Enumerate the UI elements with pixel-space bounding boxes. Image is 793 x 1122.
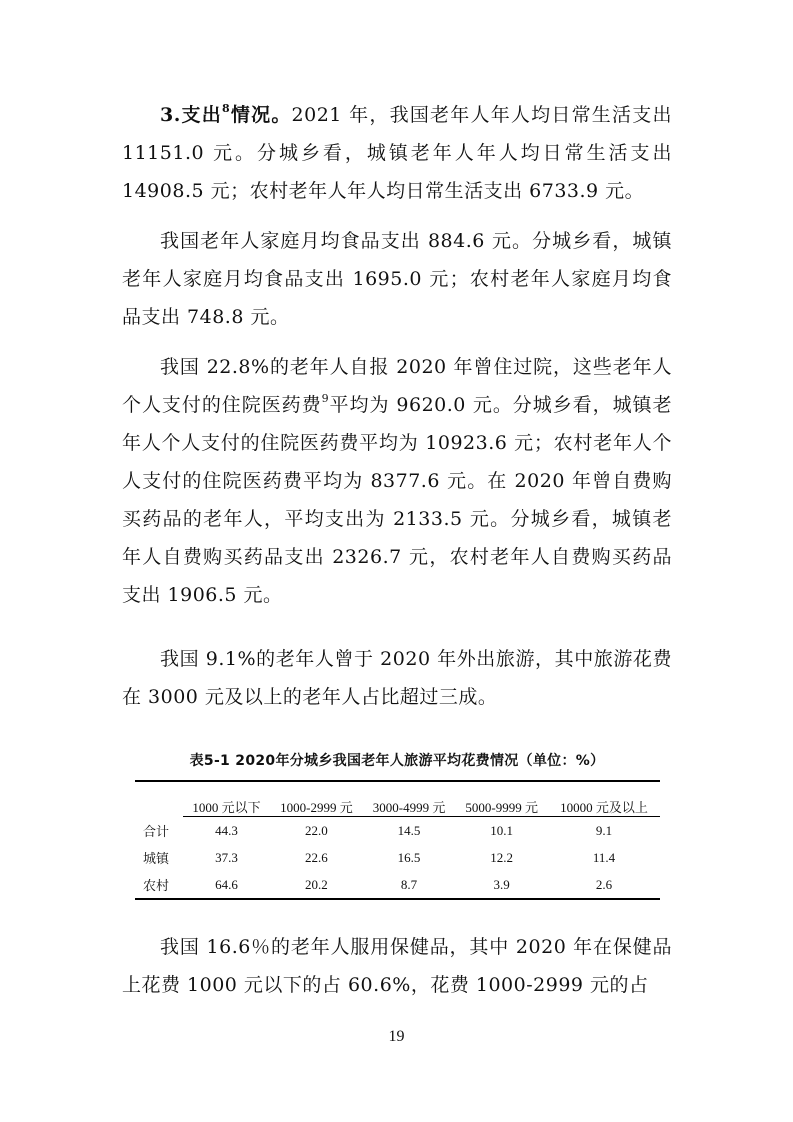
table-cell: 10.1 (490, 822, 514, 838)
table-header-row (135, 781, 660, 817)
section-heading: 3.支出$^8$情况。 (160, 102, 292, 126)
paragraph-expenditure (122, 96, 672, 210)
paragraph-hospital: 我国 22.8%的老年人自报 2020 年曾住过院，这些老年人个人支付的住院医药费$^9$平均为 9620.0 元。分城乡看，城镇老年人个人支付的住院医药费平均为 10923.6 元；农村老年人个人支付的住院医药费平均为 8377.6 元。在 2020 年曾自费购买药品的老年人，平均支出为 2133.5 元。分城乡看，城镇老年人自费购买药品支出 2326.7 元，农村老年人自费购买药品支出 1906.5 元。 (122, 356, 672, 606)
table-cell: 64.6 (215, 876, 238, 892)
table-cell: 11.4 (592, 849, 616, 865)
row-label: 农村 (143, 878, 170, 893)
table-cell: 9.1 (595, 822, 613, 838)
paragraph-travel: 我国 9.1%的老年人曾于 2020 年外出旅游，其中旅游花费在 3000 元及以上的老年人占比超过三成。 (122, 648, 672, 708)
table-cell: 12.2 (490, 849, 514, 865)
table-cell: 44.3 (215, 822, 238, 838)
row-label: 合计 (143, 823, 170, 839)
paragraph-text: 2021 年，我国老年人年人均日常生活支出 11151.0 元。分城乡看，城镇老年人年人均日常生活支出 14908.5 元；农村老年人年人均日常生活支出 6733.9 元。 (122, 104, 672, 202)
footnote-marker-9[interactable]: 9 (321, 392, 330, 405)
travel-expense-table (135, 780, 660, 900)
table-cell: 37.3 (215, 849, 238, 865)
column-header: 5000-9999 元 (455, 781, 548, 817)
column-header: 1000 元以下 (183, 781, 270, 817)
page-number: 19 (388, 1028, 405, 1045)
table-cell: 14.5 (397, 822, 421, 838)
column-header: 10000 元及以上 (548, 781, 660, 817)
table-cell: 2.6 (595, 876, 613, 892)
table-row (135, 871, 660, 899)
column-header: 3000-4999 元 (363, 781, 456, 817)
column-header: 1000-2999 元 (270, 781, 363, 817)
table-cell: 3.9 (493, 876, 510, 892)
paragraph-health-products: 我国 16.6％的老年人服用保健品，其中 2020 年在保健品上花费 1000 元以下的占 60.6%，花费 1000-2999 元的占 (122, 936, 672, 996)
table-cell: 22.0 (305, 822, 328, 838)
row-label: 城镇 (143, 851, 170, 866)
corner-cell (135, 781, 183, 817)
paragraph-food: 我国老年人家庭月均食品支出 884.6 元。分城乡看，城镇老年人家庭月均食品支出 1695.0 元；农村老年人家庭月均食品支出 748.8 元。 (122, 230, 672, 328)
table-caption: 表5-1 2020年分城乡我国老年人旅游平均花费情况（单位：%） (189, 753, 605, 769)
table-cell: 16.5 (397, 849, 421, 865)
table-cell: 8.7 (400, 876, 418, 892)
table-cell: 22.6 (305, 849, 328, 865)
table-row (135, 817, 660, 845)
table-row (135, 844, 660, 871)
footnote-marker-8[interactable]: 8 (222, 102, 231, 115)
table-cell: 20.2 (305, 876, 328, 892)
